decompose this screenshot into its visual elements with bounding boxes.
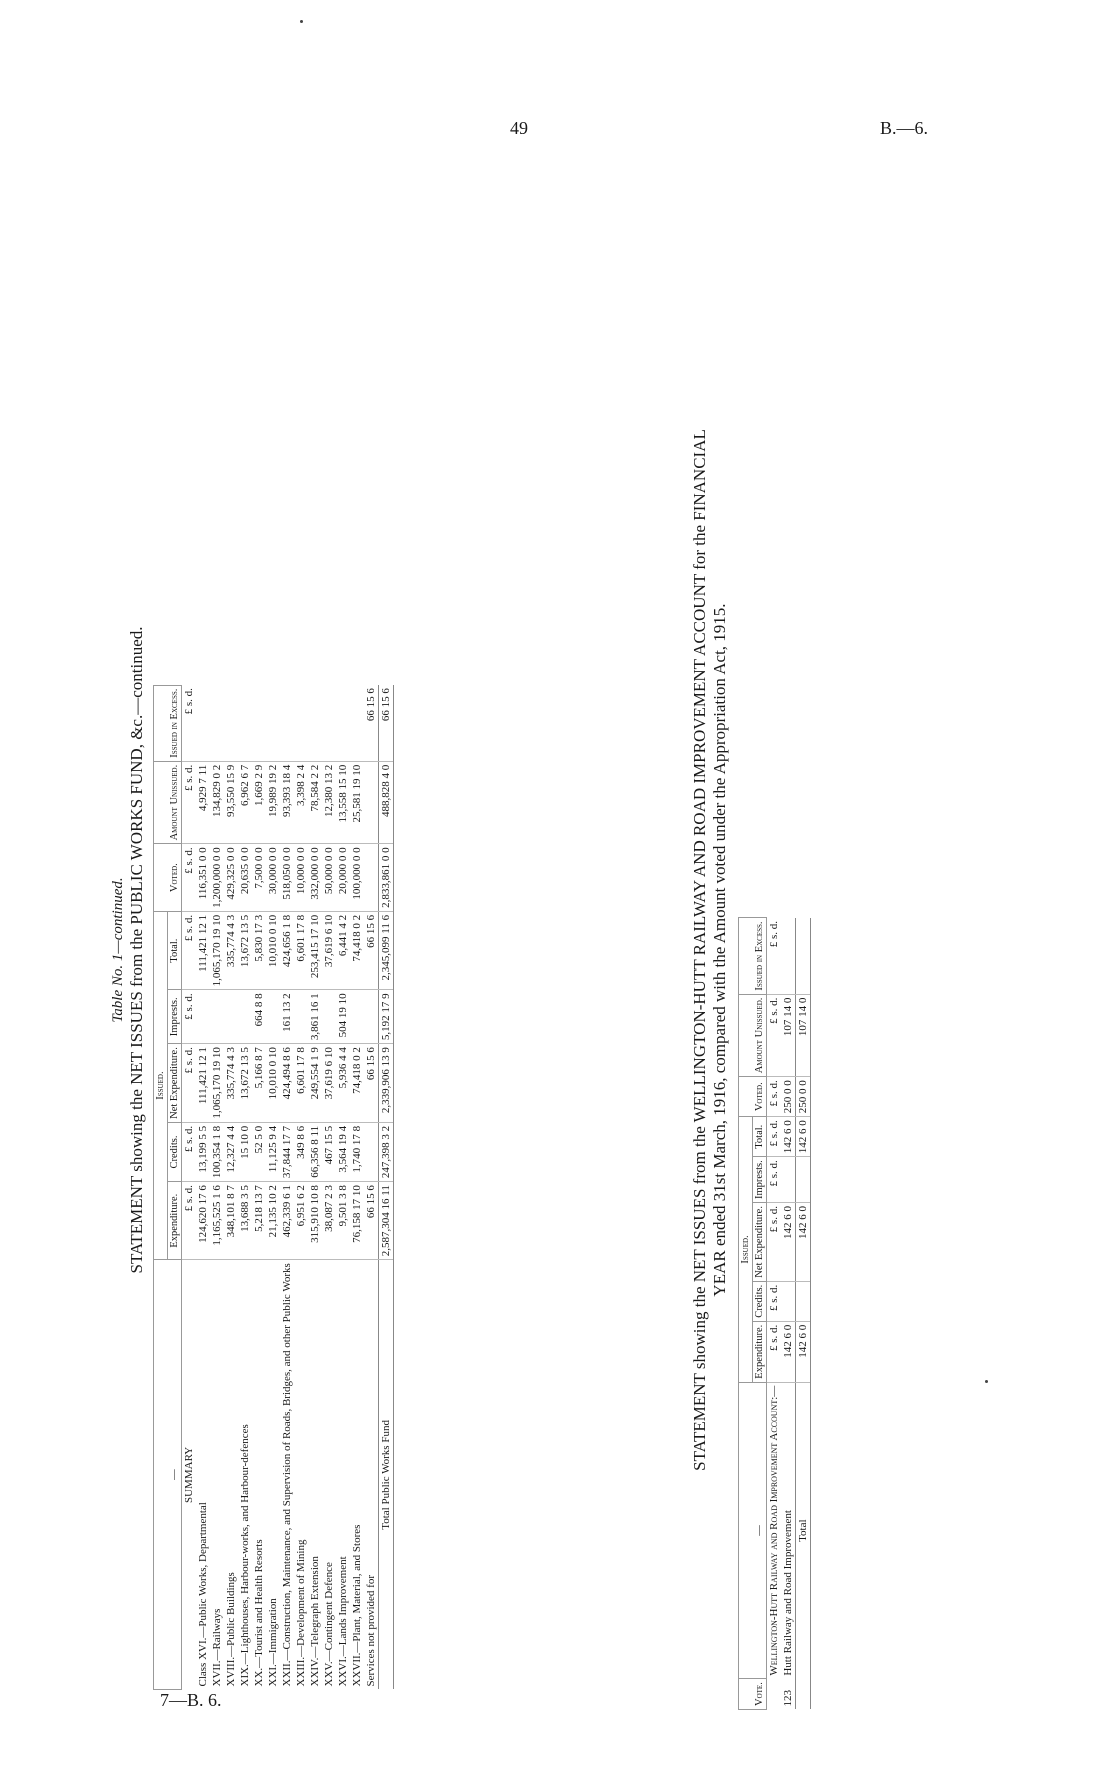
cell-voted — [364, 844, 379, 912]
lsd-unit: £ s. d. — [767, 994, 782, 1077]
table2-rotated-block — [690, 180, 960, 1720]
cell-credits — [364, 1122, 379, 1181]
cell-excess — [280, 685, 294, 761]
cell-imprests — [364, 990, 379, 1044]
cell-net-expenditure: 142 6 0 — [781, 1203, 796, 1282]
cell-credits: 12,327 4 4 — [224, 1122, 238, 1181]
cell-imprests — [322, 990, 336, 1044]
cell-total: 6,441 4 2 — [336, 911, 350, 990]
table1-row — [252, 685, 266, 1689]
voted-header: Voted. — [154, 844, 182, 912]
cell-credits — [796, 1281, 811, 1321]
cell-imprests — [266, 990, 280, 1044]
row-label: XVII.—Railways — [211, 1608, 223, 1687]
lsd-unit: £ s. d. — [182, 844, 197, 912]
cell-imprests — [796, 1157, 811, 1203]
cell-imprests: 504 19 10 — [336, 990, 350, 1044]
cell-total: 253,415 17 10 — [308, 911, 322, 990]
credits-header: Credits. — [168, 1122, 182, 1181]
col-description: — — [739, 1382, 767, 1678]
lsd-unit: £ s. d. — [767, 1281, 782, 1321]
cell-imprests — [210, 990, 224, 1044]
table1-body — [196, 685, 379, 1689]
cell-voted: 100,000 0 0 — [350, 844, 364, 912]
table1 — [153, 685, 394, 1690]
row-label: Class XVI.—Public Works, Departmental — [197, 1502, 209, 1687]
cell-unissued: 107 14 0 — [796, 994, 811, 1077]
row-label: XVIII.—Public Buildings — [225, 1572, 237, 1687]
cell-expenditure: 9,501 3 8 — [336, 1182, 350, 1260]
cell-voted: 518,050 0 0 — [280, 844, 294, 912]
cell-net-expenditure: 37,619 6 10 — [322, 1044, 336, 1123]
cell-total: 335,774 4 3 — [224, 911, 238, 990]
page-ref: B.—6. — [880, 118, 929, 138]
table1-total-row — [379, 685, 394, 1689]
unissued-header: Amount Unissued. — [739, 994, 767, 1077]
cell-unissued: 93,393 18 4 — [280, 761, 294, 844]
scan-speck — [985, 1380, 988, 1383]
cell-unissued: 93,550 15 9 — [224, 761, 238, 844]
table2 — [738, 917, 811, 1710]
summary-label: SUMMARY — [183, 1446, 195, 1503]
row-label: XXIV.—Telegraph Extension — [309, 1556, 321, 1687]
total-header: Total. — [753, 1117, 767, 1157]
table2-total-row — [796, 918, 811, 1710]
cell-total: 13,672 13 5 — [238, 911, 252, 990]
table1-row — [350, 685, 364, 1689]
row-label: XX.—Tourist and Health Resorts — [253, 1539, 265, 1687]
cell-excess — [266, 685, 280, 761]
cell-credits: 349 8 6 — [294, 1122, 308, 1181]
cell-imprests: 5,192 17 9 — [379, 990, 394, 1044]
cell-unissued: 6,962 6 7 — [238, 761, 252, 844]
cell-total: 142 6 0 — [796, 1117, 811, 1157]
cell-credits: 37,844 17 7 — [280, 1122, 294, 1181]
cell-credits: 3,564 19 4 — [336, 1122, 350, 1181]
unissued-header: Amount Unissued. — [154, 761, 182, 844]
row-label: XXIII.—Development of Mining — [295, 1539, 307, 1687]
cell-total: 1,065,170 19 10 — [210, 911, 224, 990]
cell-excess: 66 15 6 — [364, 685, 379, 761]
cell-net-expenditure: 5,166 8 7 — [252, 1044, 266, 1123]
table1-row — [196, 685, 210, 1689]
cell-net-expenditure: 424,494 8 6 — [280, 1044, 294, 1123]
lsd-unit: £ s. d. — [182, 761, 197, 844]
cell-expenditure: 13,688 3 5 — [238, 1182, 252, 1260]
cell-expenditure: 21,135 10 2 — [266, 1182, 280, 1260]
imprests-header: Imprests. — [753, 1157, 767, 1203]
cell-expenditure: 315,910 10 8 — [308, 1182, 322, 1260]
cell-unissued: 107 14 0 — [781, 994, 796, 1077]
cell-excess — [781, 918, 796, 994]
cell-total: 111,421 12 1 — [196, 911, 210, 990]
cell-excess — [238, 685, 252, 761]
cell-total: 10,010 0 10 — [266, 911, 280, 990]
cell-total: 6,601 17 8 — [294, 911, 308, 990]
cell-total: 2,345,099 11 6 — [379, 911, 394, 990]
cell-excess — [308, 685, 322, 761]
total-header: Total. — [168, 911, 182, 990]
row-label: XXII.—Construction, Maintenance, and Supervision of Roads, Bridges, and other Public Works — [281, 1263, 293, 1687]
cell-credits: 13,199 5 5 — [196, 1122, 210, 1181]
cell-credits: 1,740 17 8 — [350, 1122, 364, 1181]
cell-voted: 2,833,861 0 0 — [379, 844, 394, 912]
cell-unissued — [364, 761, 379, 844]
cell-net-expenditure: 111,421 12 1 — [196, 1044, 210, 1123]
cell-expenditure: 142 6 0 — [796, 1321, 811, 1382]
vote-cell: 123 — [782, 1690, 794, 1707]
cell-expenditure: 66 15 6 — [364, 1182, 379, 1260]
account-label: Wellington-Hutt Railway and Road Improvement Account:— — [768, 1385, 780, 1676]
page-number: 49 — [510, 118, 528, 138]
cell-voted: 1,200,000 0 0 — [210, 844, 224, 912]
lsd-unit: £ s. d. — [182, 911, 197, 990]
cell-voted: 250 0 0 — [781, 1077, 796, 1117]
lsd-unit: £ s. d. — [767, 1321, 782, 1382]
cell-unissued: 134,829 0 2 — [210, 761, 224, 844]
cell-expenditure: 1,165,525 1 6 — [210, 1182, 224, 1260]
cell-excess: 66 15 6 — [379, 685, 394, 761]
cell-unissued: 1,669 2 9 — [252, 761, 266, 844]
cell-total: 5,830 17 3 — [252, 911, 266, 990]
cell-excess — [322, 685, 336, 761]
net-expenditure-header: Net Expenditure. — [753, 1203, 767, 1282]
lsd-unit: £ s. d. — [182, 1182, 197, 1260]
cell-total: 142 6 0 — [781, 1117, 796, 1157]
table1-row — [238, 685, 252, 1689]
cell-imprests — [196, 990, 210, 1044]
table1-row — [210, 685, 224, 1689]
cell-imprests — [224, 990, 238, 1044]
row-label: XXI.—Immigration — [267, 1598, 279, 1687]
table2-title-line1: STATEMENT showing the NET ISSUES from the WELLINGTON-HUTT RAILWAY AND ROAD IMPROVEMENT ACCOUNT for the FINANCIAL — [690, 429, 709, 1471]
row-label: Services not provided for — [365, 1575, 377, 1687]
scan-speck — [300, 20, 303, 23]
cell-voted: 429,325 0 0 — [224, 844, 238, 912]
table1-row — [294, 685, 308, 1689]
cell-net-expenditure: 74,418 0 2 — [350, 1044, 364, 1123]
net-expenditure-header: Net Expenditure. — [168, 1044, 182, 1123]
table1-row — [266, 685, 280, 1689]
lsd-unit: £ s. d. — [767, 1117, 782, 1157]
row-label: XXV.—Contingent Defence — [323, 1562, 335, 1687]
cell-net-expenditure: 5,936 4 4 — [336, 1044, 350, 1123]
cell-credits: 247,398 3 2 — [379, 1122, 394, 1181]
lsd-unit: £ s. d. — [182, 685, 197, 761]
cell-excess — [796, 918, 811, 994]
table1-row — [280, 685, 294, 1689]
row-label: XXVI.—Lands Improvement — [337, 1556, 349, 1687]
cell-unissued: 19,989 19 2 — [266, 761, 280, 844]
cell-total: 74,418 0 2 — [350, 911, 364, 990]
cell-unissued: 13,558 15 10 — [336, 761, 350, 844]
cell-excess — [294, 685, 308, 761]
table1-row — [224, 685, 238, 1689]
expenditure-header: Expenditure. — [753, 1321, 767, 1382]
table1-row — [322, 685, 336, 1689]
cell-imprests — [350, 990, 364, 1044]
cell-imprests — [294, 990, 308, 1044]
cell-expenditure: 142 6 0 — [781, 1321, 796, 1382]
cell-unissued: 3,398 2 4 — [294, 761, 308, 844]
cell-excess — [224, 685, 238, 761]
cell-unissued: 25,581 19 10 — [350, 761, 364, 844]
row-label: XXVII.—Plant, Material, and Stores — [351, 1524, 363, 1687]
cell-net-expenditure: 66 15 6 — [364, 1044, 379, 1123]
cell-voted: 10,000 0 0 — [294, 844, 308, 912]
credits-header: Credits. — [753, 1281, 767, 1321]
cell-expenditure: 348,101 8 7 — [224, 1182, 238, 1260]
cell-unissued: 488,828 4 0 — [379, 761, 394, 844]
cell-voted: 250 0 0 — [796, 1077, 811, 1117]
table1-title: STATEMENT showing the NET ISSUES from the PUBLIC WORKS FUND, &c.—continued. — [127, 626, 146, 1274]
cell-excess — [350, 685, 364, 761]
lsd-unit: £ s. d. — [767, 1203, 782, 1282]
cell-unissued: 4,929 7 11 — [196, 761, 210, 844]
cell-credits: 66,356 8 11 — [308, 1122, 322, 1181]
cell-credits: 15 10 0 — [238, 1122, 252, 1181]
imprests-header: Imprests. — [168, 990, 182, 1044]
cell-net-expenditure: 335,774 4 3 — [224, 1044, 238, 1123]
cell-voted: 20,635 0 0 — [238, 844, 252, 912]
cell-imprests: 161 13 2 — [280, 990, 294, 1044]
cell-excess — [210, 685, 224, 761]
issued-header: Issued. — [154, 911, 168, 1259]
excess-header: Issued in Excess. — [154, 685, 182, 761]
cell-imprests: 664 8 8 — [252, 990, 266, 1044]
cell-credits: 11,125 9 4 — [266, 1122, 280, 1181]
cell-credits: 467 15 5 — [322, 1122, 336, 1181]
cell-unissued: 12,380 13 2 — [322, 761, 336, 844]
row-label: XIX.—Lighthouses, Harbour-works, and Harbour-defences — [239, 1424, 251, 1687]
cell-credits — [781, 1281, 796, 1321]
vote-cell — [767, 1679, 782, 1710]
cell-credits: 100,354 1 8 — [210, 1122, 224, 1181]
cell-imprests — [238, 990, 252, 1044]
vote-header: Vote. — [739, 1679, 767, 1710]
cell-voted: 20,000 0 0 — [336, 844, 350, 912]
cell-total: 424,656 1 8 — [280, 911, 294, 990]
col-description: — — [154, 1260, 182, 1690]
table1-heading: Table No. 1—continued. — [110, 877, 126, 1023]
cell-net-expenditure: 249,554 1 9 — [308, 1044, 322, 1123]
cell-net-expenditure: 13,672 13 5 — [238, 1044, 252, 1123]
cell-net-expenditure: 142 6 0 — [796, 1203, 811, 1282]
cell-expenditure: 76,158 17 10 — [350, 1182, 364, 1260]
cell-voted: 7,500 0 0 — [252, 844, 266, 912]
lsd-unit: £ s. d. — [182, 990, 197, 1044]
lsd-unit: £ s. d. — [767, 1157, 782, 1203]
page-footer: 7—B. 6. — [160, 1690, 222, 1710]
excess-header: Issued in Excess. — [739, 918, 767, 994]
cell-excess — [196, 685, 210, 761]
table1-row — [336, 685, 350, 1689]
cell-net-expenditure: 10,010 0 10 — [266, 1044, 280, 1123]
cell-voted: 332,000 0 0 — [308, 844, 322, 912]
row-label: Hutt Railway and Road Improvement — [782, 1510, 794, 1676]
cell-voted: 30,000 0 0 — [266, 844, 280, 912]
cell-expenditure: 38,087 2 3 — [322, 1182, 336, 1260]
cell-expenditure: 2,587,304 16 11 — [379, 1182, 394, 1260]
lsd-unit: £ s. d. — [182, 1044, 197, 1123]
table1-row — [308, 685, 322, 1689]
total-label: Total — [796, 1382, 811, 1678]
cell-imprests — [781, 1157, 796, 1203]
vote-cell — [796, 1679, 811, 1710]
table1-rotated-block — [110, 180, 580, 1720]
cell-net-expenditure: 2,339,906 13 9 — [379, 1044, 394, 1123]
cell-expenditure: 462,339 6 1 — [280, 1182, 294, 1260]
cell-excess — [336, 685, 350, 761]
cell-total: 37,619 6 10 — [322, 911, 336, 990]
lsd-unit: £ s. d. — [182, 1122, 197, 1181]
total-label: Total Public Works Fund — [379, 1260, 394, 1690]
expenditure-header: Expenditure. — [168, 1182, 182, 1260]
cell-expenditure: 124,620 17 6 — [196, 1182, 210, 1260]
issued-header: Issued. — [739, 1117, 753, 1382]
lsd-unit: £ s. d. — [767, 1077, 782, 1117]
lsd-unit: £ s. d. — [767, 918, 782, 994]
table2-title-line2: YEAR ended 31st March, 1916, compared with the Amount voted under the Appropriation Act, 1915. — [710, 603, 729, 1297]
table2-row — [781, 918, 796, 1710]
cell-unissued: 78,584 2 2 — [308, 761, 322, 844]
cell-voted: 50,000 0 0 — [322, 844, 336, 912]
cell-total: 66 15 6 — [364, 911, 379, 990]
table1-row — [364, 685, 379, 1689]
cell-expenditure: 5,218 13 7 — [252, 1182, 266, 1260]
cell-expenditure: 6,951 6 2 — [294, 1182, 308, 1260]
cell-voted: 116,351 0 0 — [196, 844, 210, 912]
cell-net-expenditure: 6,601 17 8 — [294, 1044, 308, 1123]
cell-excess — [252, 685, 266, 761]
cell-net-expenditure: 1,065,170 19 10 — [210, 1044, 224, 1123]
voted-header: Voted. — [739, 1077, 767, 1117]
cell-imprests: 3,861 16 1 — [308, 990, 322, 1044]
cell-credits: 52 5 0 — [252, 1122, 266, 1181]
